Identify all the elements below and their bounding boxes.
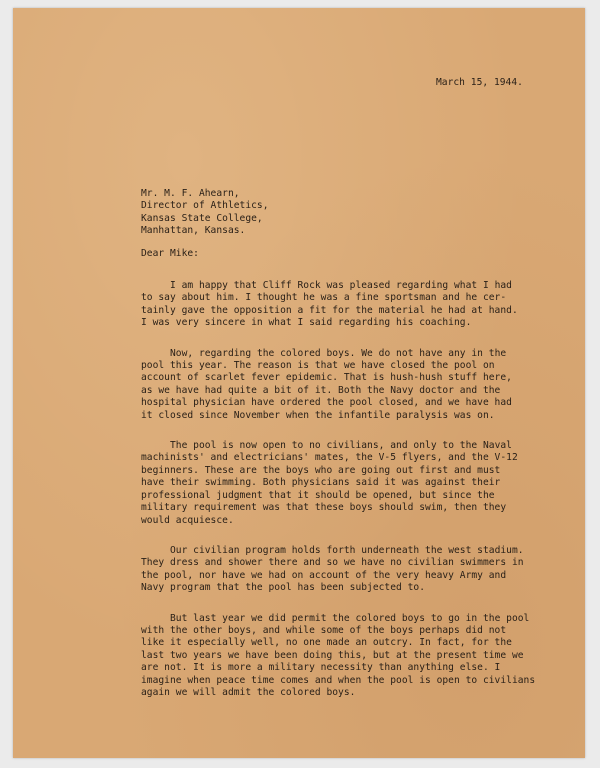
- salutation: Dear Mike:: [141, 248, 199, 259]
- text-line: The pool is now open to no civilians, and only to the Naval: [170, 440, 512, 452]
- address-line: Manhattan, Kansas.: [141, 225, 246, 237]
- paragraph-3: [141, 440, 551, 527]
- text-line: Navy program that the pool has been subjected to.: [141, 582, 425, 594]
- text-line: They dress and shower there and so we have no civilian swimmers in: [141, 557, 524, 569]
- text-line: imagine when peace time comes and when the pool is open to civilians: [141, 674, 536, 686]
- paragraph-1: [141, 280, 551, 330]
- paragraph-5: [141, 613, 551, 700]
- address-line: Mr. M. F. Ahearn,: [141, 188, 240, 199]
- text-line: like it especially well, no one made an outcry. In fact, for the: [141, 637, 512, 649]
- text-line: hospital physician have ordered the pool closed, and we have had: [141, 397, 512, 409]
- text-line: Now, regarding the colored boys. We do not have any in the: [170, 347, 507, 359]
- text-line: pool this year. The reason is that we have closed the pool on: [141, 360, 495, 372]
- text-line: military requirement was that these boys should swim, then they: [141, 502, 507, 514]
- text-line: machinists' and electricians' mates, the V-5 flyers, and the V-12: [141, 452, 518, 464]
- letter-page: [13, 8, 585, 758]
- text-line: I am happy that Cliff Rock was pleased regarding what I had: [170, 280, 512, 291]
- paragraph-4: [141, 545, 551, 595]
- text-line: again we will admit the colored boys.: [141, 686, 356, 698]
- text-line: tainly gave the opposition a fit for the material he had at hand.: [141, 304, 518, 316]
- address-line: Kansas State College,: [141, 212, 263, 224]
- text-line: are not. It is more a military necessity than anything else. I: [141, 662, 501, 674]
- letter-body: [141, 280, 551, 717]
- text-line: I was very sincere in what I said regarding his coaching.: [141, 317, 472, 329]
- text-line: would acquiesce.: [141, 514, 234, 526]
- paragraph-2: [141, 348, 551, 422]
- text-line: have their swimming. Both physicians said it was against their: [141, 477, 501, 489]
- text-line: professional judgment that it should be opened, but since the: [141, 489, 495, 501]
- text-line: with the other boys, and while some of the boys perhaps did not: [141, 624, 507, 636]
- text-line: Our civilian program holds forth underneath the west stadium.: [170, 544, 524, 556]
- text-line: to say about him. I thought he was a fine sportsman and he cer-: [141, 292, 507, 304]
- letter-date: March 15, 1944.: [436, 77, 523, 88]
- text-line: last two years we have been doing this, but at the present time we: [141, 649, 524, 661]
- text-line: the pool, nor have we had on account of the very heavy Army and: [141, 569, 507, 581]
- text-line: it closed since November when the infantile paralysis was on.: [141, 409, 495, 421]
- address-line: Director of Athletics,: [141, 200, 269, 212]
- text-line: as we have had quite a bit of it. Both the Navy doctor and the: [141, 384, 501, 396]
- text-line: account of scarlet fever epidemic. That is hush-hush stuff here,: [141, 372, 512, 384]
- text-line: But last year we did permit the colored boys to go in the pool: [170, 612, 530, 624]
- text-line: beginners. These are the boys who are going out first and must: [141, 464, 501, 476]
- recipient-address: [141, 188, 269, 238]
